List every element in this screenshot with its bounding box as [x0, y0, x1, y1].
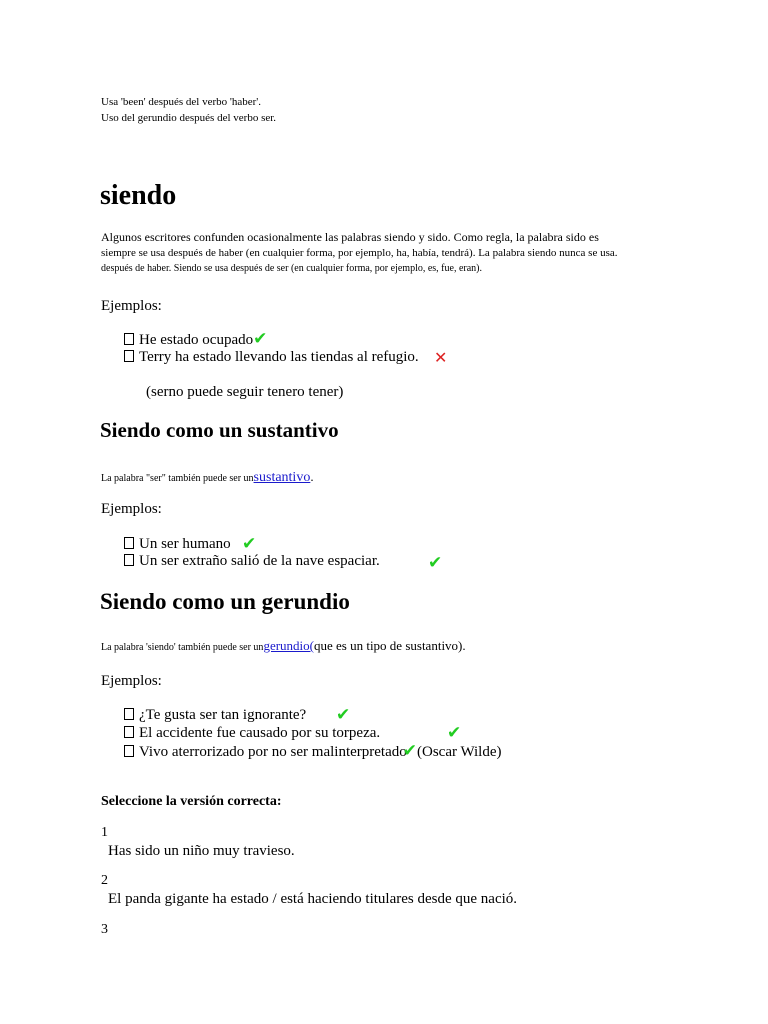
paragraph-suffix: .	[310, 469, 314, 484]
example-text: El accidente fue causado por su torpeza.	[139, 725, 381, 741]
bullet-box-icon	[124, 554, 134, 566]
check-icon: ✔	[336, 705, 351, 725]
list-item	[124, 535, 231, 553]
list-item	[124, 742, 502, 761]
bullet-box-icon	[124, 333, 134, 345]
section3-examples-label: Ejemplos:	[101, 673, 162, 689]
section1-paragraph-line-1: Algunos escritores confunden ocasionalmente las palabras siendo y sido. Como regla, la palabra sido es	[101, 230, 599, 244]
section-title-gerundio: Siendo como un gerundio	[100, 589, 350, 614]
section2-paragraph	[101, 468, 314, 488]
check-icon: ✔	[428, 553, 443, 573]
quiz-title: Seleccione la versión correcta:	[101, 794, 282, 809]
bullet-box-icon	[124, 537, 134, 549]
example-text: ¿Te gusta ser tan ignorante?	[139, 707, 307, 723]
cross-icon: ✕	[434, 348, 448, 367]
section2-examples-label: Ejemplos:	[101, 501, 162, 517]
section1-paragraph-line-3: después de haber. Siendo se usa después de ser (en cualquier forma, por ejemplo, es, fue, eran).	[101, 263, 482, 274]
intro-line-2: Uso del gerundio después del verbo ser.	[101, 112, 277, 124]
list-item	[124, 552, 380, 570]
paragraph-text: La palabra "ser" también puede ser un	[101, 473, 254, 484]
check-icon: ✔	[253, 329, 268, 349]
quiz-number-2: 2	[101, 873, 108, 888]
sustantivo-link[interactable]: sustantivo	[253, 470, 311, 485]
bullet-box-icon	[124, 350, 134, 362]
quiz-item-2: El panda gigante ha estado / está haciendo titulares desde que nació.	[108, 891, 518, 907]
gerundio-link[interactable]: gerundio(	[263, 638, 314, 653]
bullet-box-icon	[124, 726, 134, 738]
quiz-number-1: 1	[101, 825, 108, 840]
section-title-siendo: siendo	[100, 180, 177, 211]
example-text: Un ser humano	[139, 536, 231, 552]
section1-examples-label: Ejemplos:	[101, 298, 162, 314]
example-text: He estado ocupado	[139, 332, 254, 348]
list-item	[124, 330, 267, 349]
bullet-box-icon	[124, 745, 134, 757]
bullet-box-icon	[124, 708, 134, 720]
section1-note: (serno puede seguir tenero tener)	[146, 384, 344, 400]
quiz-item-1: Has sido un niño muy travieso.	[108, 843, 295, 859]
example-text: Vivo aterrorizado por no ser malinterpretado	[139, 744, 407, 760]
list-item	[124, 348, 419, 366]
example-text: Terry ha estado llevando las tiendas al refugio.	[139, 349, 419, 365]
quiz-number-3: 3	[101, 922, 108, 937]
check-icon: ✔	[447, 723, 462, 743]
check-icon: ✔	[402, 741, 417, 761]
example-text: Un ser extraño salió de la nave espaciar.	[139, 553, 380, 569]
list-item	[124, 724, 380, 742]
intro-line-1: Usa 'been' después del verbo 'haber'.	[101, 96, 262, 108]
paragraph-suffix: que es un tipo de sustantivo).	[313, 638, 466, 653]
paragraph-text: La palabra 'siendo' también puede ser un	[101, 642, 264, 653]
section-title-sustantivo: Siendo como un sustantivo	[100, 418, 339, 442]
section3-paragraph	[101, 637, 466, 657]
section1-paragraph-line-2: siempre se usa después de haber (en cualquier forma, por ejemplo, ha, había, tendrá). La palabra siendo nunca se usa.	[101, 247, 618, 259]
check-icon: ✔	[242, 534, 257, 554]
example-attribution: (Oscar Wilde)	[417, 744, 502, 760]
list-item	[124, 706, 306, 724]
